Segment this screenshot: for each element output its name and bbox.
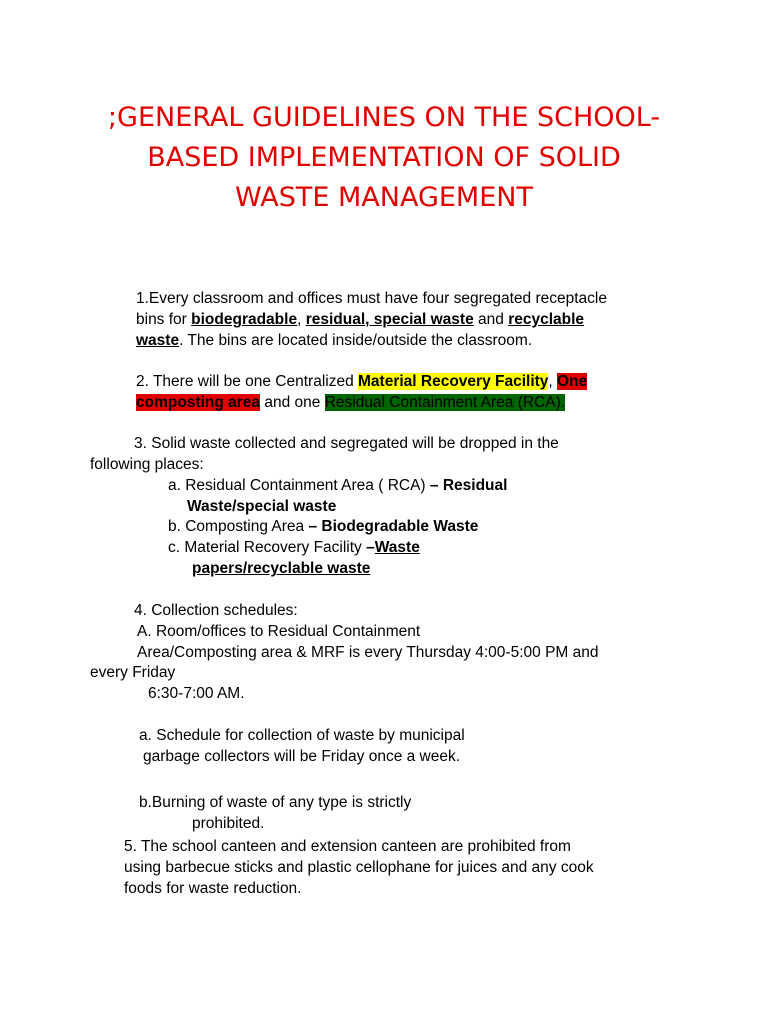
item4-a2: garbage collectors will be Friday once a week. <box>143 748 461 765</box>
item4-line2: A. Room/offices to Residual Containment <box>137 623 421 640</box>
item1-line1: 1.Every classroom and offices must have four segregated receptacle <box>136 290 607 307</box>
title-line-1: ;GENERAL GUIDELINES ON THE SCHOOL- <box>107 102 661 133</box>
rca-highlight: Residual Containment Area (RCA). <box>324 394 566 411</box>
composting-highlight: composting area <box>136 394 261 411</box>
item5-line3: foods for waste reduction. <box>124 880 302 897</box>
item4-b1: b.Burning of waste of any type is strictly <box>139 794 412 811</box>
document-title <box>0 98 768 218</box>
item3-line2: following places: <box>90 456 204 473</box>
item2-line1: 2. There will be one Centralized Material Recovery Facility, One <box>136 373 588 390</box>
item4-line1: 4. Collection schedules: <box>134 602 298 619</box>
item4-line4: every Friday <box>90 664 176 681</box>
item3-c: c. Material Recovery Facility –Waste <box>168 539 420 556</box>
mrf-highlight: Material Recovery Facility <box>358 373 549 390</box>
item3-c2: papers/recyclable waste <box>192 560 371 577</box>
title-line-2: BASED IMPLEMENTATION OF SOLID <box>147 142 621 173</box>
item3-line1: 3. Solid waste collected and segregated will be dropped in the <box>134 435 559 452</box>
item5-line1: 5. The school canteen and extension canteen are prohibited from <box>124 838 571 855</box>
one-highlight: One <box>557 373 588 390</box>
item4-line3: Area/Composting area & MRF is every Thursday 4:00-5:00 PM and <box>137 644 599 661</box>
item3-a2: Waste/special waste <box>187 498 337 515</box>
title-line-3: WASTE MANAGEMENT <box>235 182 533 213</box>
item1-line2: bins for biodegradable, residual, special waste and recyclable <box>136 311 585 328</box>
item2-line2: composting area and one Residual Containment Area (RCA). <box>136 394 566 411</box>
item4-line5: 6:30-7:00 AM. <box>148 685 245 702</box>
item1-line3: waste. The bins are located inside/outside the classroom. <box>136 332 533 349</box>
item4-b2: prohibited. <box>192 815 265 832</box>
item3-a: a. Residual Containment Area ( RCA) – Residual <box>168 477 508 494</box>
item3-b: b. Composting Area – Biodegradable Waste <box>168 518 479 535</box>
item4-a1: a. Schedule for collection of waste by municipal <box>139 727 465 744</box>
item5-line2: using barbecue sticks and plastic cellophane for juices and any cook <box>124 859 594 876</box>
